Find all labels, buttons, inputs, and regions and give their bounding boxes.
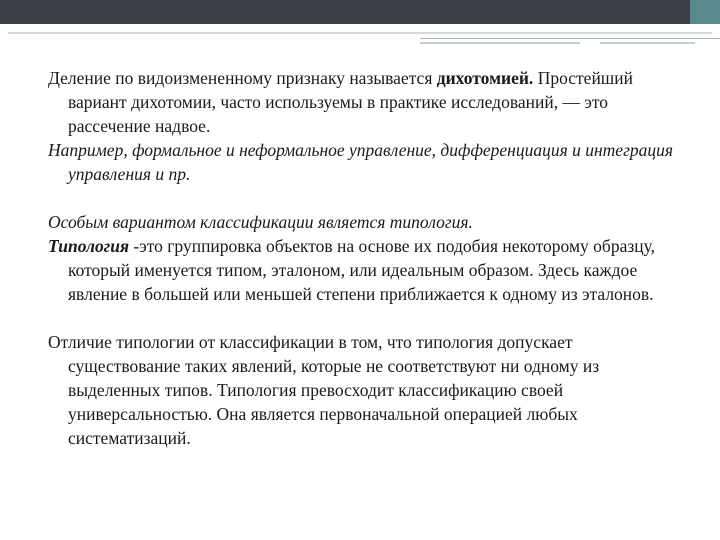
paragraph-typology-difference xyxy=(48,330,688,450)
slide-header-bar xyxy=(0,0,720,24)
typology-difference-text: Отличие типологии от классификации в том, что типология допускает существование таких явлений, которые не соответствуют ни одному из выделенных типов. Типология превосходит классификацию своей универсальностью. Она является первоначальной операцией любых систематизаций. xyxy=(48,332,600,448)
paragraph-spacer xyxy=(48,306,688,330)
typology-intro-text: Особым вариантом классификации является типология. xyxy=(48,212,473,232)
header-accent-line-right xyxy=(600,42,695,44)
paragraph-dichotomy-definition xyxy=(48,66,688,138)
dichotomy-example-text: Например, формальное и неформальное управление, дифференциация и интеграция управления и пр. xyxy=(48,140,674,184)
paragraph-spacer xyxy=(48,186,688,210)
header-thin-line xyxy=(420,38,720,39)
paragraph-typology-definition xyxy=(48,234,688,306)
typology-description: -это группировка объектов на основе их подобия некоторому образцу, который именуется типом, эталоном, или идеальным образом. Здесь каждое явление в большей или меньшей степени приближается к одному из эталонов. xyxy=(68,236,655,304)
paragraph-typology-intro xyxy=(48,210,688,234)
paragraph-dichotomy-example xyxy=(48,138,688,186)
dichotomy-lead-text: Деление по видоизмененному признаку называется xyxy=(48,68,437,88)
dichotomy-term: дихотомией. xyxy=(436,68,534,88)
header-divider-line xyxy=(8,32,712,34)
dichotomy-description: Простейший вариант дихотомии, часто используемы в практике исследований, — это рассечение надвое. xyxy=(68,68,634,136)
header-accent-line-left xyxy=(420,42,580,44)
slide-body xyxy=(48,66,688,450)
header-accent-block xyxy=(690,0,720,24)
typology-term: Типология xyxy=(48,236,129,256)
